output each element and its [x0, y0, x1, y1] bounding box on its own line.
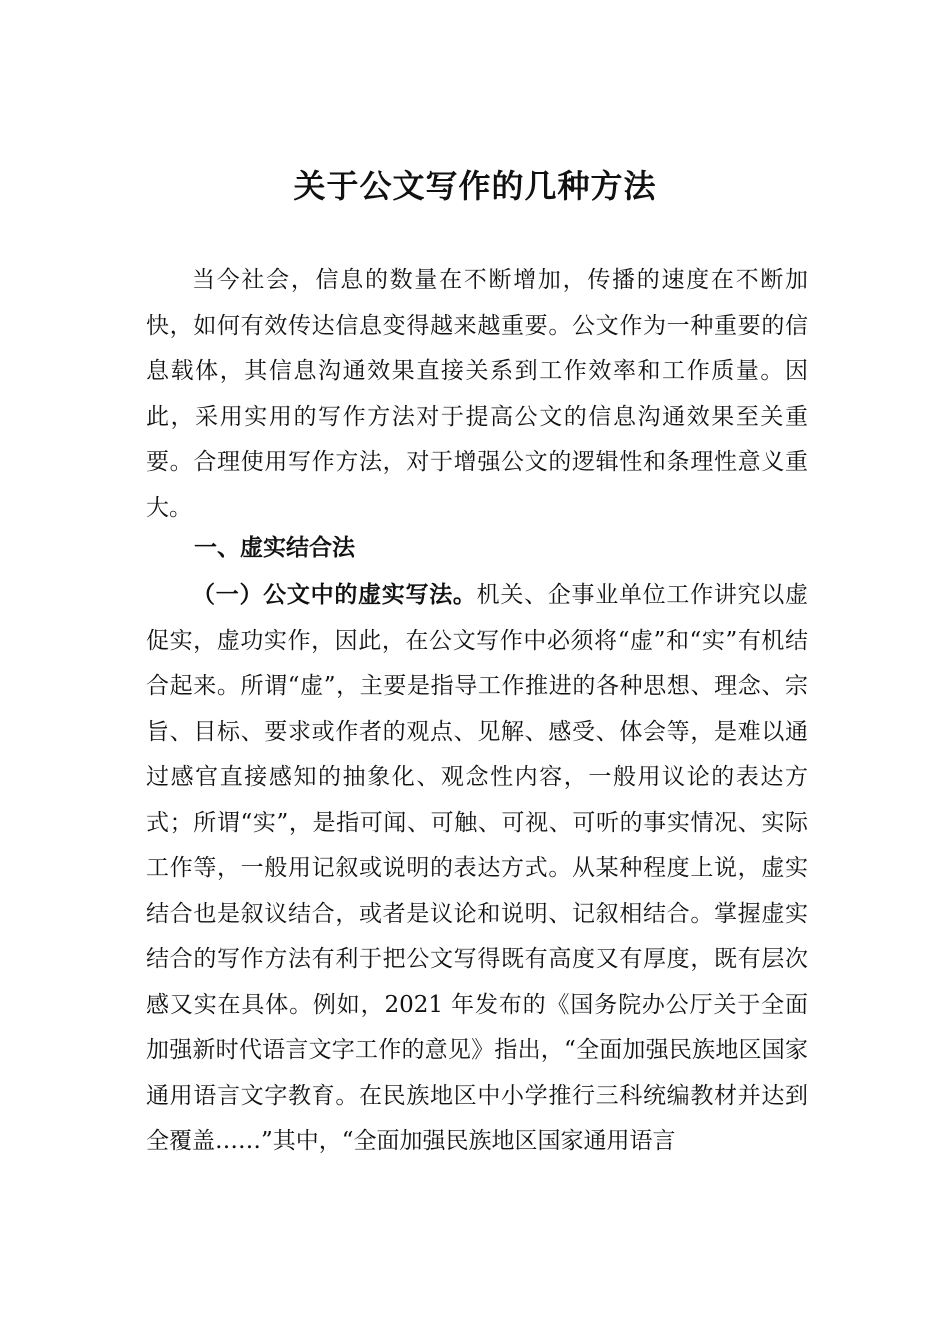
section-paragraph [146, 572, 808, 1165]
intro-paragraph: 当今社会，信息的数量在不断增加，传播的速度在不断加快，如何有效传达信息变得越来越重要。公文作为一种重要的信息载体，其信息沟通效果直接关系到工作效率和工作质量。因此，采用实用的写作方法对于提高公文的信息沟通效果至关重要。合理使用写作方法，对于增强公文的逻辑性和条理性意义重大。 [146, 267, 808, 521]
section-paragraph-text: 机关、企事业单位工作讲究以虚促实，虚功实作，因此，在公文写作中必须将“虚”和“实”有机结合起来。所谓“虚”，主要是指导工作推进的各种思想、理念、宗旨、目标、要求或作者的观点、见解、感受、体会等，是难以通过感官直接感知的抽象化、观念性内容，一般用议论的表达方式；所谓“实”，是指可闻、可触、可视、可听的事实情况、实际工作等，一般用记叙或说明的表达方式。从某种程度上说，虚实结合也是叙议结合，或者是议论和说明、记叙相结合。掌握虚实结合的写作方法有利于把公文写得既有高度又有厚度，既有层次感又实在具体。例如，2021 年发布的《国务院办公厅关于全面加强新时代语言文字工作的意见》指出，“全面加强民族地区国家通用语言文字教育。在民族地区中小学推行三科统编教材并达到全覆盖……”其中，“全面加强民族地区国家通用语言 [146, 582, 809, 1154]
sub-heading: （一）公文中的虚实写法。 [192, 581, 477, 608]
section-heading: 一、虚实结合法 [194, 535, 355, 561]
section-body [146, 572, 808, 1165]
document-title: 关于公文写作的几种方法 [293, 167, 657, 205]
intro-section [146, 258, 808, 531]
